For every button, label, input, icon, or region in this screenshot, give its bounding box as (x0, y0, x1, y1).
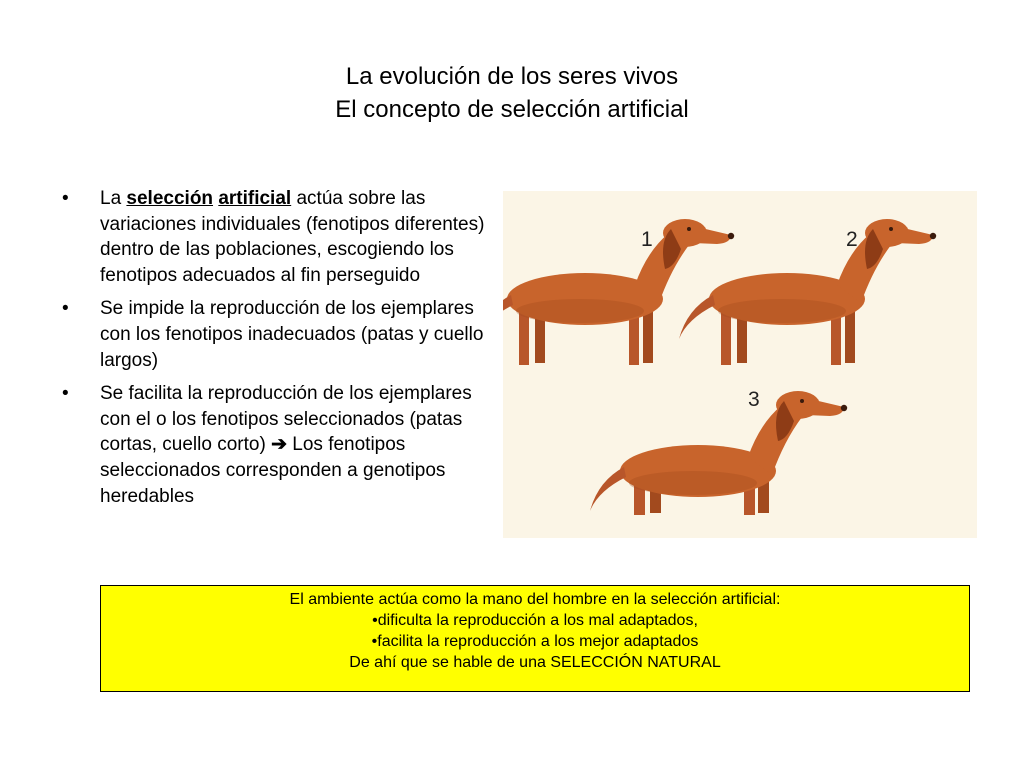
note-line-4: De ahí que se hable de una SELECCIÓN NATURAL (349, 654, 721, 671)
right-arrow-icon: ➔ (271, 434, 287, 456)
bullet-text: Se facilita la reproducción de los ejemplares con el o los fenotipos seleccionados (patas cortas, cuello corto) (100, 383, 472, 456)
bullet-dot-icon: • (62, 188, 69, 209)
keyword-artificial: artificial (218, 188, 292, 209)
bullet-item (62, 296, 502, 373)
bullet-text: Se impide la reproducción de los ejemplares con los fenotipos inadecuados (patas y cuello largos) (100, 298, 484, 371)
bullet-dot-icon: • (62, 383, 69, 405)
bullet-prefix: La (100, 188, 122, 209)
note-line-2: •dificulta la reproducción a los mal adaptados, (372, 612, 698, 629)
bullet-dot-icon: • (62, 298, 69, 320)
slide-title (0, 60, 1024, 126)
dog-3 (590, 391, 847, 515)
note-line-1: El ambiente actúa como la mano del hombre en la selección artificial: (289, 591, 781, 608)
conclusion-box (100, 585, 970, 692)
title-line-2: El concepto de selección artificial (335, 96, 689, 123)
bullet-text: Los fenotipos seleccionados corresponden a genotipos heredables (100, 434, 446, 507)
dog-label-1: 1 (641, 228, 653, 251)
bullet-item (62, 186, 502, 288)
bullet-item (62, 381, 502, 509)
bullet-text: actúa sobre las variaciones individuales (fenotipos diferentes) dentro de las poblaciones, escogiendo los fenotipos adecuados al fin perseguido (100, 188, 485, 286)
dachshund-illustration (503, 191, 977, 538)
dog-label-2: 2 (846, 228, 858, 251)
keyword-seleccion: selección (126, 188, 214, 209)
bullet-list (62, 186, 502, 517)
dogs-svg (503, 191, 977, 538)
title-line-1: La evolución de los seres vivos (345, 63, 679, 90)
note-line-3: •facilita la reproducción a los mejor adaptados (371, 633, 699, 650)
dog-label-3: 3 (748, 388, 760, 411)
dog-1 (503, 219, 734, 365)
